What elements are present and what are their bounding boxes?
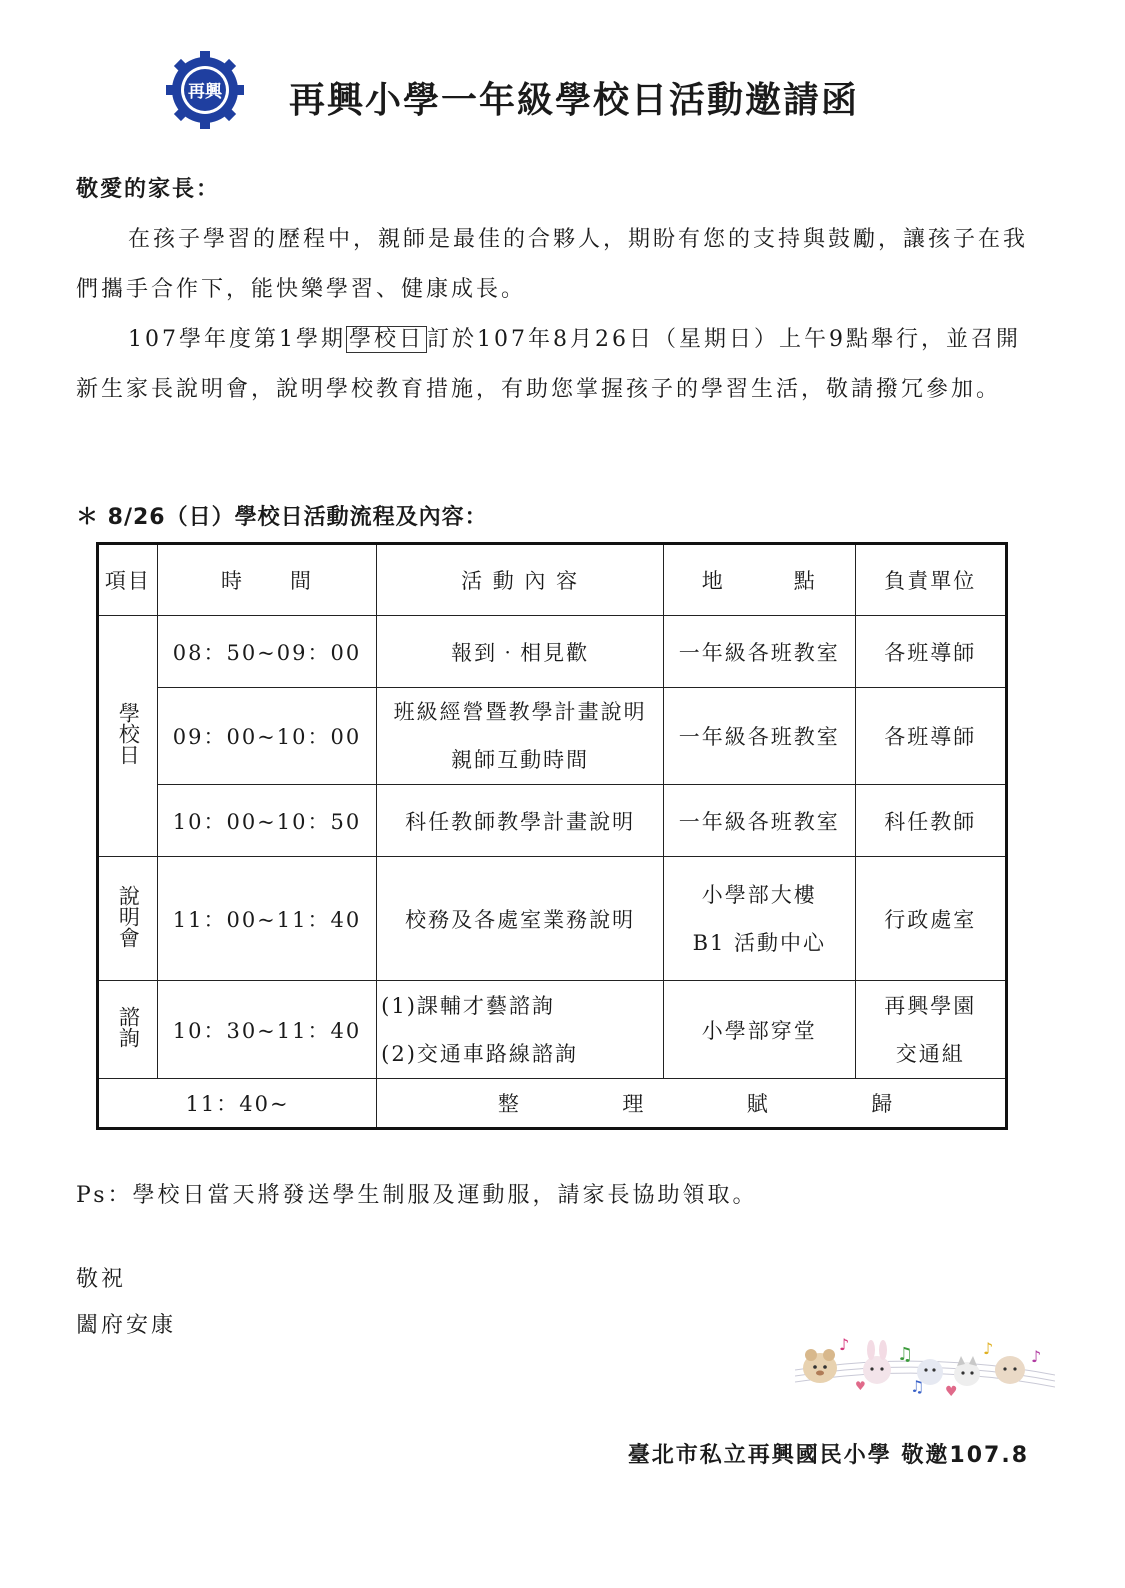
table-row: [98, 688, 1007, 785]
school-day-boxed: 學校日: [346, 326, 427, 353]
content-line: (2)交通車路線諮詢: [381, 1041, 578, 1066]
row-location: 一年級各班教室: [664, 785, 856, 857]
group-consult: [98, 981, 158, 1079]
row-content: [377, 981, 664, 1079]
row-content: [377, 688, 664, 785]
row-location: [664, 857, 856, 981]
group-label: 諮詢: [116, 1006, 141, 1048]
row-location: 一年級各班教室: [664, 616, 856, 688]
final-char: 歸: [871, 1092, 895, 1116]
content-line: 親師互動時間: [451, 748, 590, 772]
location-line: B1 活動中心: [692, 930, 827, 955]
page-title: 再興小學一年級學校日活動邀請函: [289, 80, 860, 121]
schedule-table: [96, 542, 1008, 1130]
table-row: [98, 785, 1007, 857]
ps-note: Ps：學校日當天將發送學生制服及運動服，請家長協助領取。: [76, 1183, 758, 1208]
table-row: [98, 616, 1007, 688]
content-line: 班級經營暨教學計畫說明: [393, 700, 647, 724]
table-row: [98, 857, 1007, 981]
svg-text:♪: ♪: [839, 1335, 850, 1354]
signature: 臺北市私立再興國民小學 敬邀107.8: [627, 1443, 1029, 1468]
final-char: 理: [622, 1092, 646, 1116]
unit-line: 再興學園: [884, 993, 977, 1018]
row-unit: 各班導師: [855, 616, 1006, 688]
svg-text:♫: ♫: [910, 1377, 925, 1396]
group-label: 學校日: [116, 702, 141, 765]
salutation: 敬愛的家長：: [76, 177, 221, 202]
row-unit: 行政處室: [855, 857, 1006, 981]
table-row-final: [98, 1079, 1007, 1129]
svg-text:♥: ♥: [945, 1384, 958, 1400]
svg-text:♥: ♥: [855, 1379, 866, 1393]
row-location: 小學部穿堂: [664, 981, 856, 1079]
row-time: 11：00~11：40: [157, 857, 376, 981]
header-item: 項目: [98, 544, 158, 616]
closing-line: 闔府安康: [76, 1313, 177, 1338]
row-time: 10：30~11：40: [157, 981, 376, 1079]
paragraph-event-start: 107學年度第1學期: [128, 327, 346, 352]
row-content: 報到‧相見歡: [377, 616, 664, 688]
group-label: 說明會: [116, 884, 141, 948]
table-header-row: [98, 544, 1007, 616]
closing-line: 敬祝: [76, 1267, 127, 1292]
row-time: 10：00~10：50: [157, 785, 376, 857]
header-unit: 負責單位: [855, 544, 1006, 616]
row-unit: [855, 981, 1006, 1079]
final-time: 11：40~: [98, 1079, 377, 1129]
row-content: 校務及各處室業務說明: [377, 857, 664, 981]
animals-music-illustration: [795, 1330, 1055, 1400]
row-location: 一年級各班教室: [664, 688, 856, 785]
paragraph-intro: 在孩子學習的歷程中，親師是最佳的合夥人，期盼有您的支持與鼓勵，讓孩子在我們攜手合作下，能快樂學習、健康成長。: [76, 227, 1029, 302]
header-content: 活 動 內 容: [377, 544, 664, 616]
final-activity: [377, 1079, 1007, 1129]
schedule-heading: ＊ 8/26（日）學校日活動流程及內容：: [76, 505, 488, 530]
row-unit: 科任教師: [855, 785, 1006, 857]
group-school-day: [98, 616, 158, 857]
header-time: 時 間: [157, 544, 376, 616]
final-char: 整: [497, 1092, 521, 1116]
content-line: (1)課輔才藝諮詢: [381, 993, 555, 1018]
paragraph-event: [76, 315, 1036, 415]
row-time: 08：50~09：00: [157, 616, 376, 688]
row-unit: 各班導師: [855, 688, 1006, 785]
row-content: 科任教師教學計畫說明: [377, 785, 664, 857]
letter-header: [165, 50, 965, 140]
row-time: 09：00~10：00: [157, 688, 376, 785]
svg-text:♪: ♪: [1031, 1347, 1042, 1366]
group-briefing: [98, 857, 158, 981]
unit-line: 交通組: [895, 1041, 965, 1066]
paragraph-event-rest: 訂於107年8月26日（星期日）上午9點舉行，並召開新生家長說明會，說明學校教育措施，有助您掌握孩子的學習生活，敬請撥冗參加。: [76, 327, 1021, 402]
location-line: 小學部大樓: [701, 882, 817, 907]
svg-text:♫: ♫: [897, 1344, 914, 1365]
final-char: 賦: [746, 1092, 770, 1116]
logo-text: 再興: [188, 82, 222, 102]
svg-text:♪: ♪: [983, 1339, 994, 1358]
header-location: 地 點: [664, 544, 856, 616]
table-row: [98, 981, 1007, 1079]
